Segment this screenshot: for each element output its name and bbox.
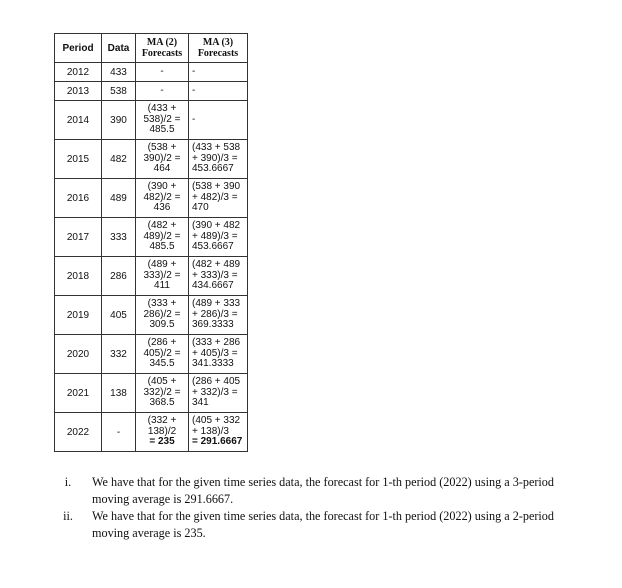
- table-row: [55, 218, 248, 257]
- period-cell: 2022: [55, 413, 102, 452]
- ma2-forecast-line: 405)/2 =: [143, 347, 181, 359]
- header-ma2-subtitle: Forecasts: [141, 48, 183, 59]
- note-text: We have that for the given time series data, the forecast for 1-th period (2022) using a 2-period moving average is 235.: [92, 509, 554, 540]
- header-ma2-title: MA (2): [146, 37, 178, 48]
- data-cell: -: [102, 413, 136, 452]
- ma3-forecast-line: 453.6667: [192, 241, 234, 253]
- ma2-forecast-line: 411: [154, 280, 170, 292]
- period-cell: 2015: [55, 140, 102, 179]
- note-number: i.: [64, 475, 72, 489]
- period-cell: 2012: [55, 63, 102, 82]
- table-row: [55, 82, 248, 101]
- data-cell: 489: [102, 179, 136, 218]
- ma3-forecast-line: (405 + 332: [192, 415, 241, 427]
- header-ma3-subtitle: Forecasts: [197, 48, 239, 59]
- note-text: We have that for the given time series data, the forecast for 1-th period (2022) using a 3-period moving average is 291.6667.: [92, 475, 554, 506]
- ma2-forecast-line: 333)/2 =: [143, 269, 181, 281]
- ma3-forecast-cell: [189, 82, 248, 101]
- ma3-forecast-line: 470: [192, 202, 209, 214]
- period-cell: 2013: [55, 82, 102, 101]
- table-row: [55, 257, 248, 296]
- ma2-forecast-line: (333 +: [147, 298, 177, 310]
- ma3-forecast-line: (286 + 405: [192, 376, 241, 388]
- data-cell: 538: [102, 82, 136, 101]
- table-row: [55, 140, 248, 179]
- ma2-forecast-line: 485.5: [149, 124, 175, 136]
- ma2-forecast-line: 436: [153, 202, 171, 214]
- period-cell: 2021: [55, 374, 102, 413]
- table-header-row: [55, 34, 248, 63]
- ma2-forecast-cell: [136, 413, 189, 452]
- data-cell: 482: [102, 140, 136, 179]
- ma3-forecast-line: + 405)/3 =: [192, 347, 238, 359]
- ma2-forecast-line: (489 +: [147, 259, 177, 271]
- ma2-forecast-line: 464: [153, 163, 171, 175]
- table-row: [55, 413, 248, 452]
- ma3-forecast-cell: [189, 101, 248, 140]
- ma3-forecast-line: 341.3333: [192, 358, 234, 370]
- period-cell: 2016: [55, 179, 102, 218]
- ma3-forecast-line: (538 + 390: [192, 181, 241, 193]
- ma2-forecast-line: 286)/2 =: [143, 308, 181, 320]
- data-cell: 332: [102, 335, 136, 374]
- ma2-forecast-cell: [136, 101, 189, 140]
- ma2-forecast-cell: [136, 140, 189, 179]
- ma3-forecast-cell: [189, 413, 248, 452]
- ma2-forecast-cell: [136, 218, 189, 257]
- ma2-forecast-cell: [136, 257, 189, 296]
- ma3-forecast-line: (333 + 286: [192, 337, 241, 349]
- ma3-forecast-line: (433 + 538: [192, 142, 241, 154]
- data-cell: 433: [102, 63, 136, 82]
- ma2-forecast-line: (433 +: [147, 103, 177, 115]
- ma3-forecast-line: 369.3333: [192, 319, 234, 331]
- ma2-forecast-line: 345.5: [149, 358, 175, 370]
- ma3-forecast-line: + 333)/3 =: [192, 269, 238, 281]
- ma3-forecast-line: + 390)/3 =: [192, 152, 238, 164]
- ma3-forecast-line: 434.6667: [192, 280, 234, 292]
- table-row: [55, 101, 248, 140]
- data-cell: 333: [102, 218, 136, 257]
- table-row: [55, 63, 248, 82]
- ma3-forecast-line: -: [192, 113, 196, 125]
- header-ma3-title: MA (3): [202, 37, 234, 48]
- ma2-forecast-line: -: [160, 84, 164, 96]
- ma2-forecast-line: 390)/2 =: [143, 152, 181, 164]
- ma2-forecast-line: -: [160, 65, 164, 77]
- note-item: [58, 474, 578, 508]
- ma2-forecast-line: 538)/2 =: [143, 113, 181, 125]
- period-cell: 2020: [55, 335, 102, 374]
- ma2-forecast-line: 309.5: [149, 319, 175, 331]
- ma3-forecast-cell: [189, 374, 248, 413]
- ma3-forecast-line: 453.6667: [192, 163, 234, 175]
- data-cell: 138: [102, 374, 136, 413]
- ma3-forecast-line: + 482)/3 =: [192, 191, 238, 203]
- data-cell: 286: [102, 257, 136, 296]
- ma3-forecast-cell: [189, 140, 248, 179]
- ma3-forecast-line: + 489)/3 =: [192, 230, 238, 242]
- ma3-forecast-line: -: [192, 84, 196, 96]
- ma2-forecast-line: 138)/2: [147, 425, 177, 437]
- header-ma3: [189, 34, 248, 63]
- ma3-forecast-cell: [189, 179, 248, 218]
- ma3-forecast-line: -: [192, 65, 196, 77]
- ma3-forecast-cell: [189, 296, 248, 335]
- ma3-forecast-cell: [189, 218, 248, 257]
- period-cell: 2017: [55, 218, 102, 257]
- ma2-forecast-line: = 235: [149, 436, 175, 448]
- ma2-forecast-cell: [136, 335, 189, 374]
- data-cell: 405: [102, 296, 136, 335]
- table-row: [55, 374, 248, 413]
- ma2-forecast-cell: [136, 296, 189, 335]
- period-cell: 2018: [55, 257, 102, 296]
- ma3-forecast-line: + 332)/3 =: [192, 386, 238, 398]
- ma2-forecast-line: 485.5: [149, 241, 175, 253]
- ma3-forecast-cell: [189, 257, 248, 296]
- table-row: [55, 179, 248, 218]
- ma2-forecast-line: (332 +: [147, 415, 177, 427]
- ma2-forecast-line: (538 +: [147, 142, 177, 154]
- ma3-forecast-line: + 286)/3 =: [192, 308, 238, 320]
- header-data: Data: [102, 34, 136, 63]
- ma3-forecast-line: = 291.6667: [192, 436, 243, 448]
- ma2-forecast-line: (390 +: [147, 181, 177, 193]
- ma2-forecast-cell: [136, 63, 189, 82]
- header-ma2: [136, 34, 189, 63]
- ma2-forecast-cell: [136, 82, 189, 101]
- note-number: ii.: [63, 509, 73, 523]
- ma2-forecast-line: 332)/2 =: [143, 386, 181, 398]
- header-period: Period: [55, 34, 102, 63]
- ma3-forecast-line: 341: [192, 397, 209, 409]
- ma2-forecast-line: (405 +: [147, 376, 177, 388]
- notes-list: [58, 474, 578, 542]
- ma2-forecast-cell: [136, 374, 189, 413]
- table-row: [55, 335, 248, 374]
- period-cell: 2014: [55, 101, 102, 140]
- ma3-forecast-line: + 138)/3: [192, 425, 229, 437]
- period-cell: 2019: [55, 296, 102, 335]
- table-body: [55, 63, 248, 452]
- table-row: [55, 296, 248, 335]
- ma3-forecast-cell: [189, 335, 248, 374]
- ma2-forecast-line: 489)/2 =: [143, 230, 181, 242]
- ma2-forecast-line: 368.5: [149, 397, 175, 409]
- ma2-forecast-line: (286 +: [147, 337, 177, 349]
- note-item: [58, 508, 578, 542]
- ma2-forecast-cell: [136, 179, 189, 218]
- ma2-forecast-line: (482 +: [147, 220, 177, 232]
- ma2-forecast-line: 482)/2 =: [143, 191, 181, 203]
- ma3-forecast-line: (482 + 489: [192, 259, 241, 271]
- data-cell: 390: [102, 101, 136, 140]
- forecast-table: [54, 33, 248, 452]
- ma3-forecast-line: (390 + 482: [192, 220, 241, 232]
- ma3-forecast-cell: [189, 63, 248, 82]
- ma3-forecast-line: (489 + 333: [192, 298, 241, 310]
